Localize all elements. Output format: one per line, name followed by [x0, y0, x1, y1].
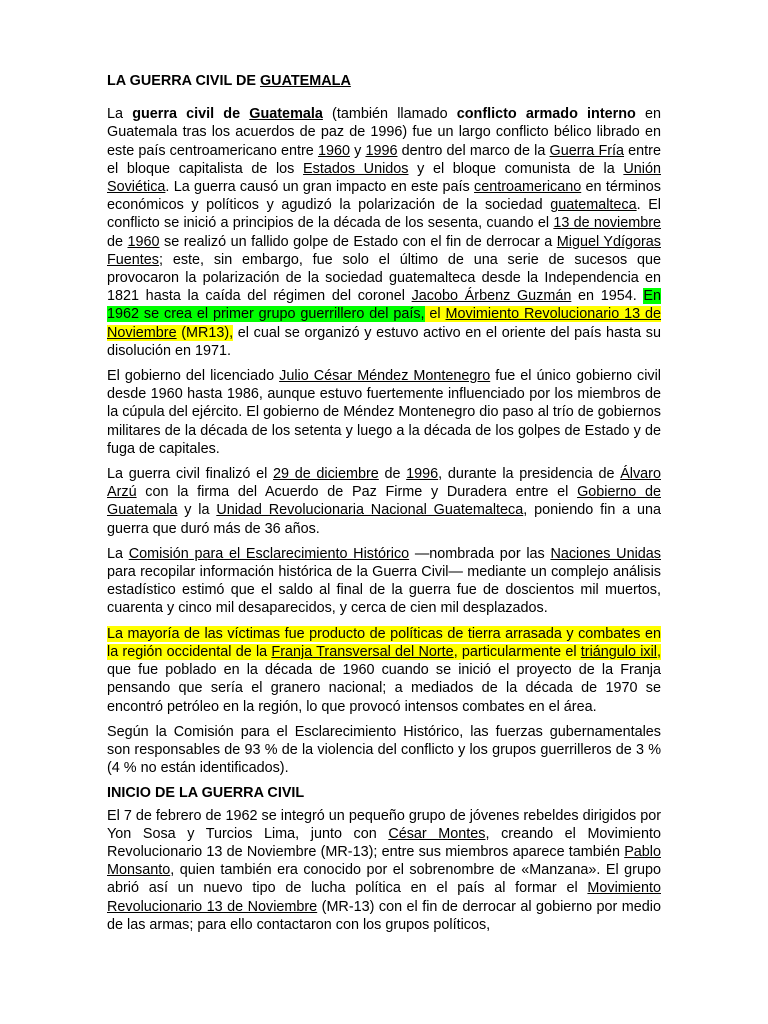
link-centroamericano[interactable]: centroamericano — [474, 179, 582, 196]
text: dentro del marco de la — [397, 142, 550, 159]
text: de — [107, 233, 128, 250]
text: El gobierno del licenciado — [107, 368, 280, 385]
link-union-sovietica[interactable]: Unión Soviética — [107, 160, 661, 196]
text: se realizó un fallido golpe de Estado con el fin de derrocar a — [159, 233, 557, 250]
text: (MR13), — [176, 324, 234, 341]
highlighted-text-green: En 1962 se crea el primer grupo guerrillero del país, — [107, 288, 661, 323]
paragraph-2 — [107, 367, 661, 458]
link-movimiento-revolucionario[interactable]: Movimiento Revolucionario 13 de Noviembre — [107, 880, 661, 915]
text: de — [378, 466, 407, 483]
document-title — [107, 72, 661, 90]
text: que fue poblado en la década de 1960 cuando se inició el proyecto de la Franja pensando que sería el granero nacional; a mediados de la década de 1970 se encontró petróleo en la región, lo que provocó intensos combates en el área. — [107, 662, 661, 715]
text: La — [107, 106, 133, 123]
link-alvaro-arzu[interactable]: Álvaro Arzú — [107, 466, 661, 501]
link-gobierno-de-guatemala[interactable]: Gobierno de Guatemala — [107, 484, 661, 519]
paragraph-6 — [107, 723, 661, 778]
link-13-de-noviembre[interactable]: 13 de noviembre — [553, 215, 662, 232]
text: La guerra civil finalizó el — [107, 466, 273, 483]
link-comision-esclarecimiento[interactable]: Comisión para el Esclarecimiento Histórico — [128, 545, 410, 562]
link-jacobo-arbenz-guzman[interactable]: Jacobo Árbenz Guzmán — [411, 288, 572, 305]
link-pablo-monsanto[interactable]: Pablo Monsanto — [107, 843, 661, 879]
text: en Guatemala tras los acuerdos de paz de 1996) fue un largo conflicto bélico librado en este país centroamericano entre — [107, 106, 661, 159]
link-guatemalteca[interactable]: guatemalteca — [550, 197, 637, 214]
text: La mayoría de las víctimas fue producto de políticas de tierra arrasada y combates en la región occidental de la — [107, 625, 661, 660]
text: el — [424, 306, 446, 323]
text: Según la Comisión para el Esclarecimiento Histórico, las fuerzas gubernamentales son responsables de 93 % de la violencia del conflicto y los grupos guerrilleros de 3 % (4 % no están identificados). — [107, 723, 661, 777]
link-triangulo-ixil[interactable]: triángulo ixil — [580, 643, 658, 660]
text: y — [349, 142, 366, 159]
text: fue el único gobierno civil desde 1960 hasta 1986, aunque estuvo fuertemente influenciado por los miembros de la cúpula del ejército. El gobierno de Méndez Montenegro dio paso al trío de gobiernos militares de la década de los setenta y luego a la década de los golpes de Estado y de fuga de capitales. — [107, 368, 661, 457]
text: para recopilar información histórica de la Guerra Civil— mediante un complejo análisis estadístico estimó que el saldo al final de la guerra fue de doscientos mil muertos, cuarenta y cinco mil desaparecidos, y cerca de cien mil desplazados. — [107, 564, 661, 617]
link-guatemala[interactable]: Guatemala — [249, 106, 323, 123]
text: (también llamado — [322, 106, 457, 123]
text: . La guerra causó un gran impacto en este país — [165, 179, 475, 196]
section-heading: INICIO DE LA GUERRA CIVIL — [107, 785, 305, 802]
text: y la — [177, 502, 217, 519]
bold-text: conflicto armado interno — [456, 106, 636, 123]
text: y el bloque comunista de la — [408, 160, 624, 177]
text: , creando el Movimiento Revolucionario 13 de Noviembre (MR-13); entre sus miembros aparece también — [107, 825, 662, 860]
text: —nombrada por las — [409, 545, 551, 562]
text: , durante la presidencia de — [438, 466, 621, 483]
link-urng[interactable]: Unidad Revolucionaria Nacional Guatemalteca — [216, 502, 524, 519]
text: La — [107, 545, 129, 562]
text: (MR-13) con el fin de derrocar al gobierno por medio de las armas; para ello contactaron con los grupos políticos, — [107, 898, 661, 933]
text: en términos económicos y políticos y agudizó la polarización de la sociedad — [107, 179, 662, 214]
highlighted-text-yellow — [107, 626, 661, 660]
link-cesar-montes[interactable]: César Montes — [388, 825, 486, 842]
paragraph-1 — [107, 105, 661, 360]
text: . El conflicto se inició a principios de la década de los sesenta, cuando el — [107, 197, 662, 232]
text: , poniendo fin a una guerra que duró más de 36 años. — [107, 502, 662, 537]
link-estados-unidos[interactable]: Estados Unidos — [303, 160, 409, 177]
link-miguel-ydigoras-fuentes[interactable]: Miguel Ydígoras Fuentes — [107, 233, 661, 268]
text: el cual se organizó y estuvo activo en el oriente del país hasta su disolución en 1971. — [107, 324, 661, 359]
link-guerra-fria[interactable]: Guerra Fría — [549, 142, 625, 159]
text: , particularmente el — [453, 643, 581, 660]
paragraph-4 — [107, 545, 661, 618]
link-1996[interactable]: 1996 — [365, 142, 398, 159]
link-1960[interactable]: 1960 — [317, 142, 350, 159]
link-1960[interactable]: 1960 — [127, 233, 160, 250]
paragraph-5 — [107, 625, 661, 716]
text: ; este, sin embargo, fue solo el último de una serie de sucesos que provocaron la polarización de la sociedad guatemalteca desde la Independencia en 1821 hasta la caída del régimen del coronel — [107, 251, 661, 305]
paragraph-7 — [107, 807, 661, 934]
title-text: LA GUERRA CIVIL DE — [107, 73, 260, 89]
link-1996[interactable]: 1996 — [406, 466, 439, 483]
paragraph-3 — [107, 465, 661, 538]
bold-text: guerra civil de — [132, 106, 250, 123]
text: , — [657, 643, 662, 660]
text: El 7 de febrero de 1962 se integró un pequeño grupo de jóvenes rebeldes dirigidos por Yon Sosa y Turcios Lima, junto con — [107, 807, 661, 842]
link-naciones-unidas[interactable]: Naciones Unidas — [550, 545, 661, 562]
document-page — [107, 72, 661, 941]
link-julio-cesar-mendez-montenegro[interactable]: Julio César Méndez Montenegro — [279, 368, 491, 385]
text: en 1954. — [571, 288, 644, 305]
text: , quien también era conocido por el sobrenombre de «Manzana». El grupo abrió así un nuevo tipo de lucha política en el país al formar el — [107, 862, 661, 897]
link-29-de-diciembre[interactable]: 29 de diciembre — [273, 466, 379, 483]
link-movimiento-revolucionario[interactable]: Movimiento Revolucionario 13 de Noviembre — [107, 306, 661, 341]
link-guatemala[interactable]: GUATEMALA — [259, 73, 351, 89]
text: con la firma del Acuerdo de Paz Firme y Duradera entre el — [136, 484, 578, 501]
link-franja-transversal-del-norte[interactable]: Franja Transversal del Norte — [271, 643, 454, 660]
text: entre el bloque capitalista de los — [107, 142, 661, 177]
